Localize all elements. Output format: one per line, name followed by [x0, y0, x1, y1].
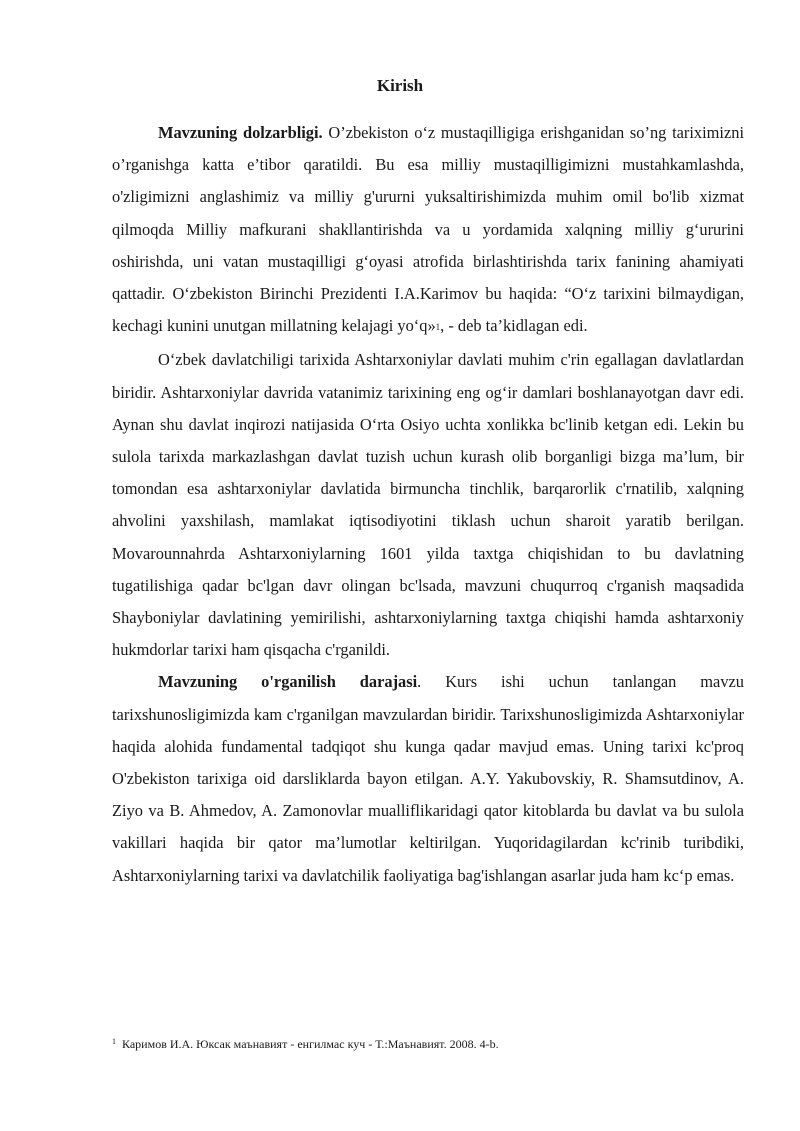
paragraph-lead: Mavzuning dolzarbligi. — [158, 123, 323, 142]
footnote-number: 1 — [112, 1037, 116, 1046]
paragraph-lead: Mavzuning o'rganilish darajasi — [158, 672, 418, 692]
footnote-reference[interactable]: 1 — [435, 322, 441, 333]
footnote — [112, 1036, 744, 1054]
paragraph-study-level — [112, 666, 744, 891]
page-title: Kirish — [376, 76, 424, 95]
paragraph-text: . Kurs ishi uchun tanlangan mavzu tarixshunosligimizda kam c'rganilgan mavzulardan biridir. Tarixshunosligimizda Ashtarxoniylar haqida alohida fundamental tadqiqot shu kunga qadar mavjud emas. Uning tarixi kc'proq O'zbekiston tarixiga oid darsliklarda bayon etilgan. A.Y. Yakubovskiy, R. Shamsutdinov, A. Ziyo va B. Ahmedov, A. Zamonovlar mualliflikaridagi qator kitoblarda bu davlat va bu sulola vakillari haqida bir qator ma’lumotlar keltirilgan. Yuqoridagilardan kc'rinib turibdiki, Ashtarxoniylarning tarixi va davlatchilik faoliyatiga bag'ishlangan asarlar juda ham kc‘p emas. — [112, 672, 744, 885]
footnote-text: Каримов И.А. Юксак маънавият - енгилмас куч - Т.:Маънавият. 2008. 4-b. — [122, 1037, 499, 1051]
paragraph-history — [112, 344, 744, 666]
paragraph-text: O‘zbek davlatchiligi tarixida Ashtarxoniylar davlati muhim c'rin egallagan davlatlardan biridir. Ashtarxoniylar davrida vatanimiz tarixining eng og‘ir damlari boshlanayotgan davr edi. Aynan shu davlat inqirozi natijasida O‘rta Osiyo uchta xonlikka bc'linib ketgan edi. Lekin bu sulola tarixda markazlashgan davlat tuzish uchun kurash olib borganligi bizga ma’lum, bir tomondan esa ashtarxoniylar davlatida birmuncha tinchlik, barqarorlik c'rnatilib, xalqning ahvolini yaxshilash, mamlakat iqtisodiyotini tiklash uchun sharoit yaratib berilgan. Movarounnahrda Ashtarxoniylarning 1601 yilda taxtga chiqishidan to bu davlatning tugatilishiga qadar bc'lgan davr olingan bc'lsada, mavzuni chuqurroq c'rganish maqsadida Shayboniylar davlatining yemirilishi, ashtarxoniylarning taxtga chiqishi hamda ashtarxoniy hukmdorlar tarixi ham qisqacha c'rganildi. — [112, 350, 744, 660]
paragraph-relevance — [112, 117, 744, 344]
paragraph-text: O’zbekiston o‘z mustaqilligiga erishganidan so’ng tariximizni o’rganishga katta e’tibor qaratildi. Bu esa milliy mustaqilligimizni mustahkamlashda, o'zligimizni anglashimiz va milliy g'ururni yuksaltirishimizda muhim omil bo'lib xizmat qilmoqda Milliy mafkurani shakllantirishda va u yordamida xalqning milliy g‘ururini oshirishda, uni vatan mustaqilligi g‘oyasi atrofida birlashtirishda tarix fanining ahamiyati qattadir. O‘zbekiston Birinchi Prezidenti I.A.Karimov bu haqida: “O‘z tarixini bilmaydigan, kechagi kunini unutgan millatning kelajagi yo‘q» — [112, 123, 744, 336]
paragraph-tail: , - deb ta’kidlagan edi. — [440, 316, 588, 336]
document-body — [112, 117, 744, 892]
